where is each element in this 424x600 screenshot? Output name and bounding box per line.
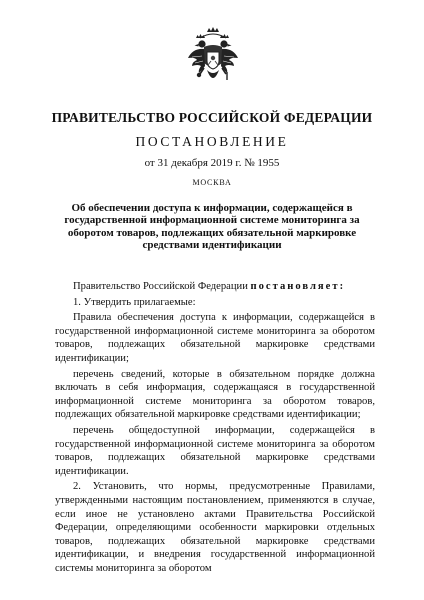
document-type: ПОСТАНОВЛЕНИЕ	[135, 134, 289, 149]
intro-lead: Правительство Российской Федерации	[73, 281, 248, 292]
government-name: ПРАВИТЕЛЬСТВО РОССИЙСКОЙ ФЕДЕРАЦИИ	[51, 110, 373, 125]
intro-verb: постановляет:	[250, 281, 346, 292]
item-1: 1. Утвердить прилагаемые:	[73, 296, 196, 308]
city: МОСКВА	[192, 178, 232, 187]
russian-coat-of-arms-icon	[187, 26, 239, 88]
document-body	[55, 280, 375, 577]
item-1a: Правила обеспечения доступа к информации, содержащейся в государственной информационной системе мониторинга за оборотом товаров, подлежащих обязательной маркировке средствами идентификации;	[55, 312, 375, 364]
intro-paragraph	[55, 280, 375, 294]
item-1b: перечень сведений, которые в обязательном порядке должна включать в себя информация, содержащаяся в государственной информационной системе мониторинга за оборотом товаров, подлежащих обязательной маркировке средствами идентификации;	[55, 368, 375, 421]
item-1c: перечень общедоступной информации, содержащейся в государственной информационной системе мониторинга за оборотом товаров, подлежащих обязательной маркировке средствами идентификации.	[55, 424, 375, 477]
document-title: Об обеспечении доступа к информации, содержащейся в государственной информационной системе мониторинга за оборотом товаров, подлежащих обязательной маркировке средствами идентификации	[64, 202, 360, 251]
item-2: 2. Установить, что нормы, предусмотренные Правилами, утвержденными настоящим постановлением, применяются в случае, если иное не установлено актами Правительства Российской Федерации, определяющими особенности маркировки отдельных товаров, подлежащих обязательной маркировке средствами идентификации, и внедрения государственной информационной системы мониторинга за оборотом	[55, 481, 375, 574]
date-and-number: от 31 декабря 2019 г. № 1955	[144, 157, 280, 169]
